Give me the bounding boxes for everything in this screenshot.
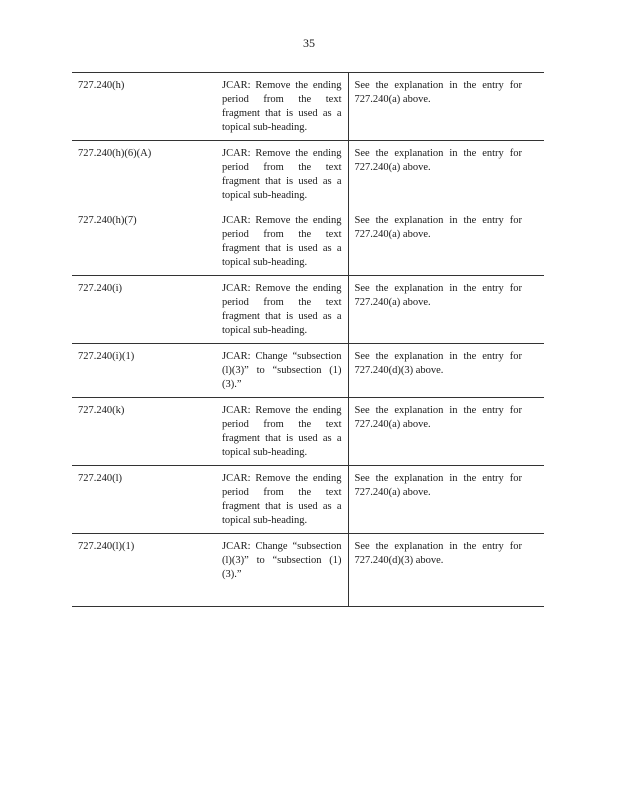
table-row — [72, 534, 544, 607]
section-cell: 727.240(h)(6)(A) — [72, 141, 216, 209]
section-cell: 727.240(k) — [72, 398, 216, 466]
section-cell: 727.240(i) — [72, 276, 216, 344]
action-cell: JCAR: Remove the ending period from the text fragment that is used as a topical sub-heading. — [216, 466, 348, 534]
action-cell: JCAR: Remove the ending period from the text fragment that is used as a topical sub-heading. — [216, 73, 348, 141]
table-row — [72, 398, 544, 466]
table-row — [72, 466, 544, 534]
explanation-cell: See the explanation in the entry for 727.240(a) above. — [348, 466, 544, 534]
table-row — [72, 208, 544, 276]
action-cell: JCAR: Remove the ending period from the text fragment that is used as a topical sub-heading. — [216, 276, 348, 344]
page-number: 35 — [303, 36, 315, 50]
jcar-changes-table — [72, 72, 544, 607]
action-cell: JCAR: Remove the ending period from the text fragment that is used as a topical sub-heading. — [216, 141, 348, 209]
table-row — [72, 344, 544, 398]
explanation-cell: See the explanation in the entry for 727.240(a) above. — [348, 208, 544, 276]
explanation-cell: See the explanation in the entry for 727.240(d)(3) above. — [348, 344, 544, 398]
explanation-cell: See the explanation in the entry for 727.240(a) above. — [348, 141, 544, 209]
action-cell: JCAR: Change “subsection (l)(3)” to “subsection (1)(3).” — [216, 534, 348, 607]
explanation-cell: See the explanation in the entry for 727.240(d)(3) above. — [348, 534, 544, 607]
table-row — [72, 141, 544, 209]
action-cell: JCAR: Change “subsection (l)(3)” to “subsection (1)(3).” — [216, 344, 348, 398]
explanation-cell: See the explanation in the entry for 727.240(a) above. — [348, 398, 544, 466]
section-cell: 727.240(l) — [72, 466, 216, 534]
explanation-cell: See the explanation in the entry for 727.240(a) above. — [348, 73, 544, 141]
section-cell: 727.240(h) — [72, 73, 216, 141]
section-cell: 727.240(i)(1) — [72, 344, 216, 398]
table-row — [72, 276, 544, 344]
table-row — [72, 73, 544, 141]
section-cell: 727.240(h)(7) — [78, 215, 137, 226]
explanation-cell: See the explanation in the entry for 727.240(a) above. — [348, 276, 544, 344]
action-cell: JCAR: Remove the ending period from the text fragment that is used as a topical sub-heading. — [216, 398, 348, 466]
action-cell: JCAR: Remove the ending period from the text fragment that is used as a topical sub-heading. — [222, 215, 342, 268]
section-cell: 727.240(l)(1) — [72, 534, 216, 607]
